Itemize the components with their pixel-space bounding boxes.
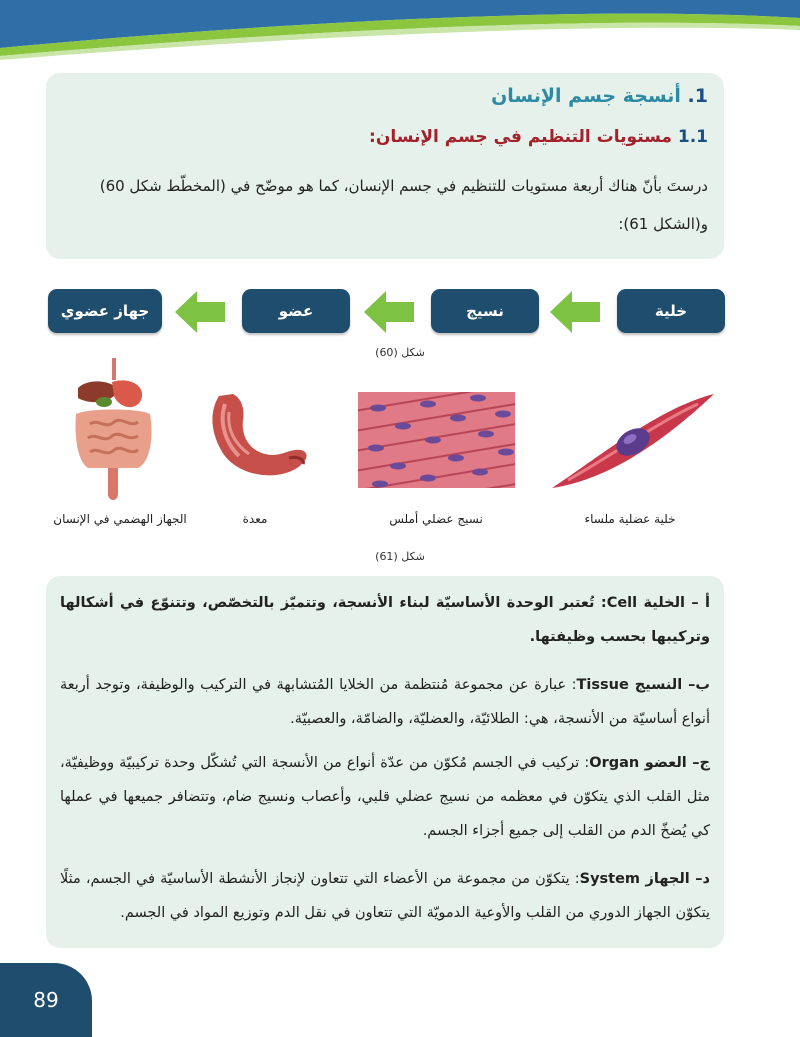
subsection-number: 1.1 (677, 127, 708, 147)
section-number: 1. (687, 85, 708, 107)
intro-paragraph: درستَ بأنّ هناك أربعة مستويات للتنظيم في جسم الإنسان، كما هو موضّح في (المخطّط شكل 60) و(الشكل 61): (99, 177, 708, 233)
section-heading (491, 85, 708, 107)
label-smooth-muscle-tissue: نسيج عضلي أملس (389, 512, 483, 526)
definition-text: : يتكوّن من مجموعة من الأعضاء التي تتعاون لإنجاز الأنشطة الأساسيّة في الجسم، مثلًا يتكوّن الجهاز الدوري من القلب والأوعية الدمويّة التي تتعاون في نقل الدم وتوزيع المواد في الجسم. (60, 871, 710, 921)
flow-step-organ-system: جهاز عضوي (48, 289, 162, 333)
definition-text: : عبارة عن مجموعة مُنتظمة من الخلايا المُتشابهة في التركيب والوظيفة، وتوجد أربعة أنواع أساسيّة من الأنسجة، هي: الطلائيّة، والعضليّة، والضامّة، والعصبيّة. (60, 677, 710, 727)
figure-61-caption: شكل (61) (375, 550, 425, 563)
arrow-left-icon (548, 289, 602, 335)
definition-term: Tissue (576, 677, 629, 693)
subsection-heading (369, 127, 708, 147)
definition-prefix: أ – الخلية (637, 595, 710, 611)
definition-text: : تركيب في الجسم مُكوّن من عدّة أنواع من الأنسجة التي تُشكّل وحدة تركيبيّة ووظيفيّة، مثل القلب الذي يتكوّن في معظمه من نسيج عضلي قلبي، وأعصاب ونسيج ضام، وتتضافر جميعها في عملها كي يُضخّ الدم من القلب إلى جميع أجزاء الجسم. (60, 755, 710, 839)
definition-term: Organ (589, 755, 640, 771)
definition-prefix: ب– النسيج (628, 677, 711, 693)
label-smooth-muscle-cell: خلية عضلية ملساء (584, 512, 676, 526)
definition-term: Cell (606, 595, 638, 611)
definition-system (60, 862, 710, 930)
definition-prefix: ج– العضو (639, 755, 710, 771)
subsection-title: مستويات التنظيم في جسم الإنسان: (369, 127, 672, 147)
definition-text: : تُعتبر الوحدة الأساسيّة لبناء الأنسجة، وتتميّز بالتخصّص، وتتنوّع في أشكالها وتركيبها بحسب وظيفتها. (60, 595, 710, 645)
intro-box (46, 73, 724, 259)
digestive-system-image (68, 358, 160, 504)
label-stomach: معدة (242, 512, 268, 526)
arrow-left-icon (362, 289, 416, 335)
figure-60-caption: شكل (60) (375, 346, 425, 359)
definition-term: System (579, 871, 641, 887)
flow-step-cell: خلية (617, 289, 725, 333)
stomach-image (205, 392, 313, 484)
smooth-muscle-cell-image (548, 388, 718, 498)
definition-cell (60, 586, 710, 654)
arrow-left-icon (173, 289, 227, 335)
flow-step-tissue: نسيج (431, 289, 539, 333)
label-digestive-system: الجهاز الهضمي في الإنسان (53, 512, 187, 526)
definition-tissue (60, 668, 710, 736)
flow-step-organ: عضو (242, 289, 350, 333)
header-wave (0, 0, 800, 60)
definition-organ (60, 746, 710, 848)
smooth-muscle-tissue-image (358, 392, 515, 488)
section-title: أنسجة جسم الإنسان (491, 85, 681, 107)
definition-prefix: د– الجهاز (640, 871, 710, 887)
definitions-box (46, 576, 724, 948)
page-number: 89 (0, 963, 92, 1037)
